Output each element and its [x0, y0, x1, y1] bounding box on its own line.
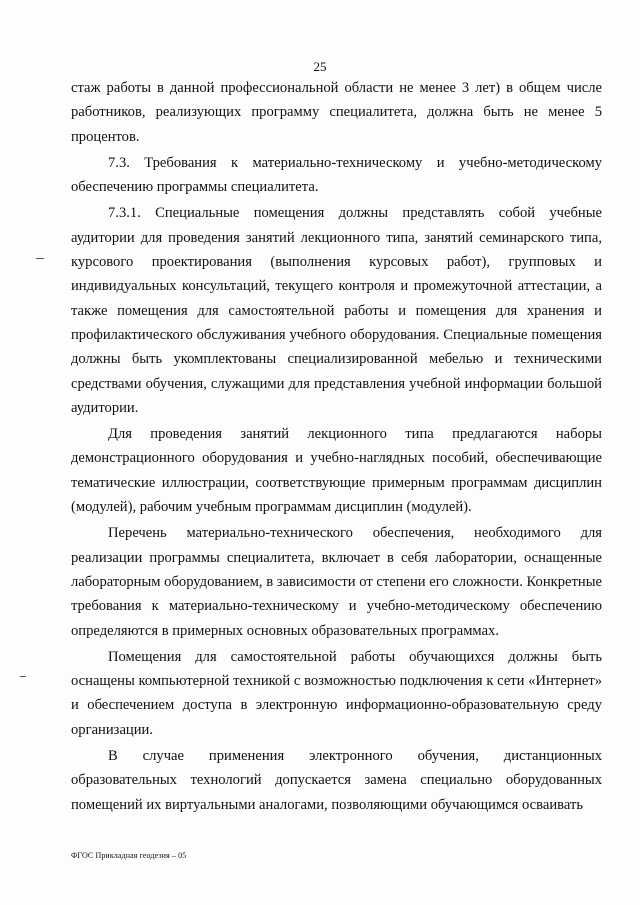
footer-note: ФГОС Прикладная геодезия – 05 — [71, 851, 187, 860]
paragraph: Помещения для самостоятельной работы обучающихся должны быть оснащены компьютерной техникой с возможностью подключения к сети «Интернет» и обеспечением доступа в электронную информационно-образовательную среду организации. — [71, 648, 602, 738]
scan-mark — [36, 258, 44, 259]
paragraph: стаж работы в данной профессиональной области не менее 3 лет) в общем числе работников, реализующих программу специалитета, должна быть не менее 5 процентов. — [71, 80, 602, 145]
paragraph: 7.3. Требования к материально-техническому и учебно-методическому обеспечению программы специалитета. — [71, 154, 602, 196]
page-number: 25 — [313, 59, 327, 74]
body-text — [71, 76, 602, 817]
scan-mark — [20, 676, 26, 677]
paragraph: В случае применения электронного обучения, дистанционных образовательных технологий допускается замена специально оборудованных помещений их виртуальными аналогами, позволяющими обучающимся осваивать — [71, 748, 602, 813]
paragraph: Перечень материально-технического обеспечения, необходимого для реализации программы специалитета, включает в себя лаборатории, оснащенные лабораторным оборудованием, в зависимости от степени его сложности. Конкретные требования к материально-техническому и учебно-методическому обеспечению определяются в примерных основных образовательных программах. — [71, 525, 602, 639]
paragraph: 7.3.1. Специальные помещения должны представлять собой учебные аудитории для проведения занятий лекционного типа, занятий семинарского типа, курсового проектирования (выполнения курсовых работ), групповых и индивидуальных консультаций, текущего контроля и промежуточной аттестации, а также помещения для самостоятельной работы и помещения для хранения и профилактического обслуживания учебного оборудования. Специальные помещения должны быть укомплектованы специализированной мебелью и техническими средствами обучения, служащими для представления учебной информации большой аудитории. — [71, 205, 602, 416]
paragraph: Для проведения занятий лекционного типа предлагаются наборы демонстрационного оборудования и учебно-наглядных пособий, обеспечивающие тематические иллюстрации, соответствующие примерным программам дисциплин (модулей), рабочим учебным программам дисциплин (модулей). — [71, 426, 602, 516]
